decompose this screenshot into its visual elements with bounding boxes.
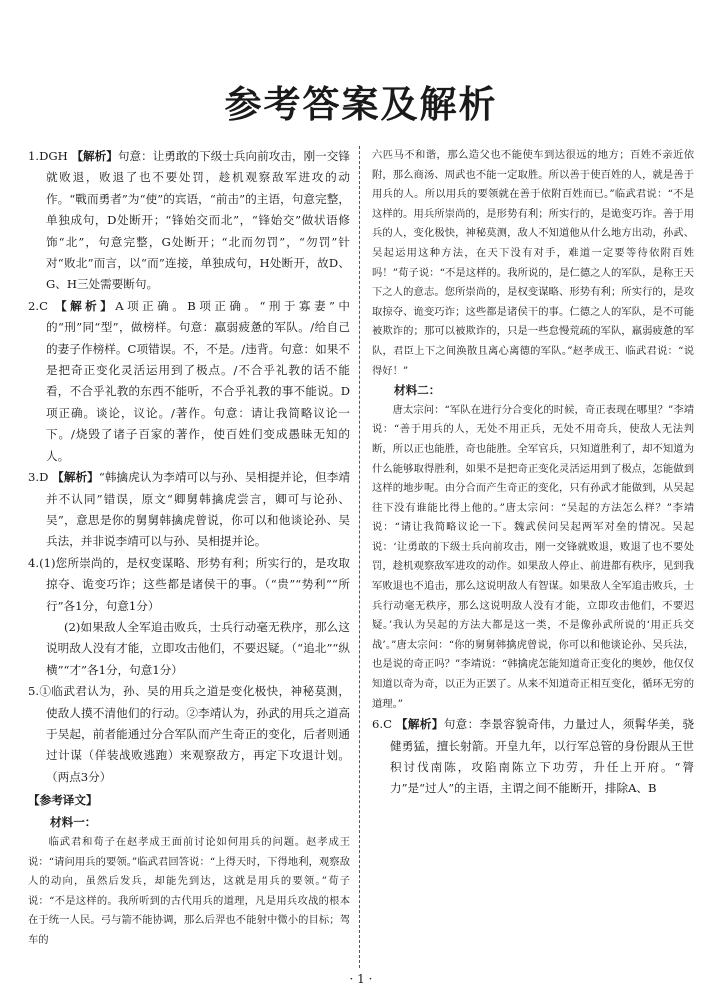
analysis-tag: 【解析】 (52, 470, 99, 485)
column-divider (359, 146, 360, 968)
answer-item-6: 6.C 【解析】句意：李景容貌奇伟，力量过人，须髯华美，骁健勇猛，擅长射箭。开皇九年，以行军总管的身份跟从王世积讨伐南陈，攻陷南陈立下功劳，升任上开府。“膂力”是“过人”的主语，主谓之间不能断开，排除A、B (372, 717, 694, 796)
reference-translation-heading: 【参考译文】 (28, 793, 98, 808)
material-1-continued: 六匹马不和谐，那么造父也不能使车到达很远的地方；百姓不亲近依附，那么商汤、周武也不能一定取胜。所以善于使百姓的人，就是善于用兵的人。所以用兵的要领就在善于依附百姓而已。”临武君说：“不是这样的。用兵所崇尚的，是形势有利；所实行的，是诡变巧诈。善于用兵的人，变化极快，神秘莫测，敌人不知道他从什么地方出动，孙武、吴起运用这种方法，在天下没有对手，难道一定要等待依附百姓吗！”荀子说：“不是这样的。我所说的，是仁德之人的军队，是称王天下之人的意志。您所崇尚的，是权变谋略、形势有利；所实行的，是攻取掠夺、诡变巧诈；这些都是诸侯干的事。仁德之人的军队，是不可能被欺诈的；那可以被欺诈的，只是一些怠慢荒疏的军队，羸弱疲惫的军队，君臣上下之间涣散且离心离德的军队。”赵孝成王、临武君说：“说得好！” (372, 149, 694, 377)
right-column (372, 146, 694, 964)
material-2-heading: 材料二： (394, 383, 441, 398)
answer-item-4-part1: 4.(1)您所崇尚的，是权变谋略、形势有利；所实行的，是攻取掠夺、诡变巧诈；这些都是诸侯干的事。（“贵”“势利”“所行”各1分，句意1分） (28, 555, 350, 613)
answer-item-3: 3.D 【解析】“韩擒虎认为李靖可以与孙、吴相提并论，但李靖并不认同”错误，原文“卿舅韩擒虎尝言，卿可与论孙、吴”，意思是你的舅舅韩擒虎曾说，你可以和他谈论孙、吴兵法，并非说李靖可以与孙、吴相提并论。 (28, 470, 350, 549)
page-title: 参考答案及解析 (224, 83, 498, 126)
answer-item-1: 1.DGH 【解析】句意：让勇敢的下级士兵向前攻击，刚一交锋就败退，败退了也不要处罚，趁机观察敌军进攻的动作。“戰而勇者”为“使”的宾语，“前击”的主语，句意完整，单独成句，D处断开；“锋始交而北”，“锋始交”做状语修饰“北”，句意完整，G处断开；“北而勿罚”，“勿罚”针对“败北”而言，以“而”连接，单独成句，H处断开，故D、G、H三处需要断句。 (28, 149, 350, 292)
material-1-paragraph: 临武君和荀子在赵孝成王面前讨论如何用兵的问题。赵孝成王说：“请问用兵的要领。”临武君回答说：“上得天时，下得地利，观察敌人的动向，虽然后发兵，却能先到达，这就是用兵的要领。”荀子说：“不是这样的。我所听到的古代用兵的道理，凡是用兵攻战的根本在于统一人民。弓与箭不能协调，那么后羿也不能射中微小的目标；驾车的 (28, 836, 350, 946)
analysis-tag: 【解析】 (71, 149, 118, 163)
material-1-heading: 材料一： (50, 814, 97, 829)
left-column (28, 146, 350, 964)
analysis-tag: 【解析】 (55, 298, 116, 313)
answer-item-4-part2: (2)如果敌人全军追击败兵，士兵行动毫无秩序，那么这说明敌人没有才能，立即攻击他们，不要迟疑。（“追北”“纵横”“才”各1分，句意1分） (46, 619, 350, 677)
answer-item-5: 5.①临武君认为，孙、吴的用兵之道是变化极快，神秘莫测，使敌人摸不清他们的行动。②李靖认为，孙武的用兵之道高于吴起，前者能通过分合军队而产生奇正的变化，后者则通过计谋（佯装战败逃跑）来观察敌方，再定下攻退计划。（两点3分） (28, 684, 350, 784)
page-number: · 1 · (349, 972, 373, 986)
answer-item-2: 2.C 【解析】A项正确。B项正确。“刑于寡妻”中的“刑”同“型”，做榜样。句意：羸弱疲惫的军队。/给自己的妻子作榜样。C项错误。不，不是。/违背。句意：如果不是把奇正变化灵活运用到了极点。/不合乎礼教的话不能看，不合乎礼教的东西不能听，不合乎礼教的事不能说。D项正确。谈论，议论。/著作。句意：请让我简略议论一下。/烧毁了诸子百家的著作，使百姓们变成愚昧无知的人。 (28, 298, 350, 463)
analysis-tag: 【解析】 (395, 717, 444, 732)
material-2-paragraph: 唐太宗问：“军队在进行分合变化的时候，奇正表现在哪里？”李靖说：“善于用兵的人，无处不用正兵，无处不用奇兵，使敌人无法判断，所以正也能胜，奇也能胜。全军官兵，只知道胜利了，却不知道为什么能够取得胜利，如果不是把奇正变化灵活运用到了极点，怎能做到这样的地步呢。由分合而产生奇正的变化，只有孙武才能做到，从吴起往下没有谁能比得上他的。”唐太宗问：“吴起的方法怎么样？”李靖说：“请让我简略议论一下。魏武侯问吴起两军对垒的情况。吴起说：‘让勇敢的下级士兵向前攻击，刚一交锋就败退，败退了也不要处罚，趁机观察敌军进攻的动作。如果敌人停止、前进都有秩序，见到我军败退也不追击，那么这说明敌人有智谋。如果敌人全军追击败兵，士兵行动毫无秩序，那么这说明敌人没有才能，立即攻击他们，不要迟疑。’我认为吴起的方法大都是这一类，不是像孙武所说的‘用正兵交战’。”唐太宗问：“你的舅舅韩擒虎曾说，你可以和他谈论孙、吴兵法，也是说的奇正吗？”李靖说：“韩擒虎怎能知道奇正变化的奥妙，他仅仅知道以奇为奇，以正为正罢了。从来不知道奇正相互变化，循环无穷的道理。” (372, 403, 694, 710)
